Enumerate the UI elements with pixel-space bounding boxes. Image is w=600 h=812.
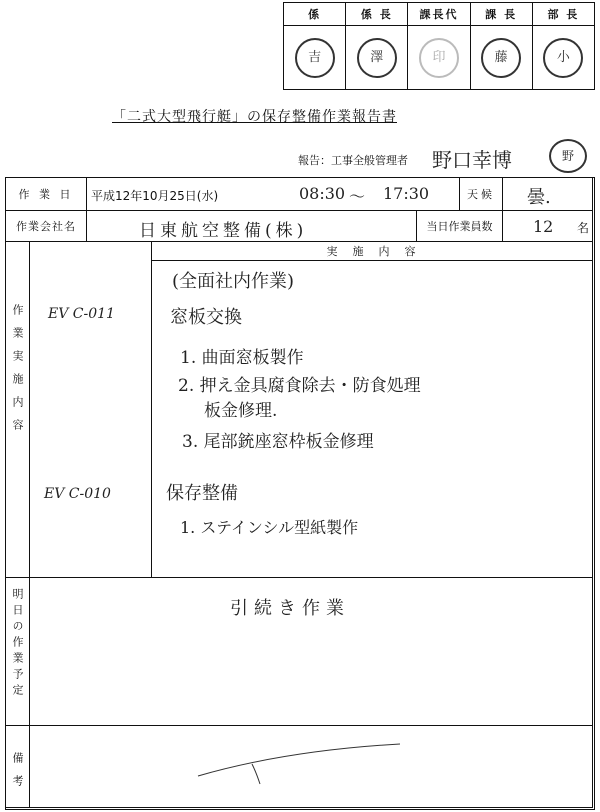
tomorrow-label: 明日の作業予定 [11,588,24,700]
reporter-seal: 野 [549,139,587,173]
tomorrow-label-cell [5,577,30,726]
content-side-label: 作業実施内容 [11,304,24,442]
content-line-5: 板金修理. [204,401,278,421]
work-date-label: 作 業 日 [5,177,87,211]
approval-header-kachodai: 課長代 [408,3,470,26]
approval-header-kakaricho: 係 長 [346,3,408,26]
work-date-value: 平成12年10月25日(水) [91,189,219,203]
content-line-2: 窓板交換 [170,307,242,328]
content-line-4: 2. 押え金具腐食除去・防食処理 [178,376,421,396]
weather-cell [502,177,593,211]
approval-seal-cell [408,26,470,90]
workers-label: 当日作業員数 [416,210,503,242]
content-side-label-cell [5,241,30,578]
remarks-cell [29,725,593,808]
company-cell [86,210,417,242]
content-body [151,260,593,578]
approval-seal-cell [532,26,594,90]
reporter-label: 報告：工事全般管理者 [298,154,408,167]
content-line-1: (全面社内作業) [172,271,295,292]
approval-seal-cell [346,26,408,90]
work-time-end: 17:30 [383,184,430,203]
approval-seal: 藤 [481,38,521,78]
approval-seal-cell [284,26,346,90]
company-value: 日東航空整備(株) [139,221,308,241]
remarks-label: 備考 [11,752,24,798]
approval-seal: 吉 [295,38,335,78]
content-line-3: 1. 曲面窓板製作 [180,348,304,368]
workers-value: 12 [533,217,554,236]
approval-header-kakari: 係 [284,3,346,26]
weather-value: 曇. [527,187,551,208]
weather-label: 天候 [459,177,503,211]
content-header: 実 施 内 容 [151,241,593,261]
content-code-column [29,241,152,578]
tomorrow-value: 引続き作業 [230,598,350,619]
approval-stamp-table [283,2,595,90]
company-label: 作業会社名 [5,210,87,242]
remarks-label-cell [5,725,30,808]
report-title: 「二式大型飛行艇」の保存整備作業報告書 [112,109,397,125]
content-line-7: 保存整備 [166,483,238,504]
approval-header-kacho: 課 長 [470,3,532,26]
work-time-start: 08:30 [299,184,346,203]
workers-unit: 名 [577,221,590,235]
approval-seal: 澤 [357,38,397,78]
content-code-1: EV C-011 [48,306,115,322]
work-date-cell [86,177,460,211]
reporter-signature: 野口幸博 [432,148,512,172]
approval-seal: 小 [543,38,583,78]
approval-header-bucho: 部 長 [532,3,594,26]
tomorrow-cell [29,577,593,726]
remarks-pen-stroke [30,726,592,807]
content-line-8: 1. ステインシル型紙製作 [180,518,359,537]
content-code-2: EV C-010 [44,486,111,502]
approval-seal-cell [470,26,532,90]
work-time-separator: ～ [349,187,366,206]
approval-seal: 印 [419,38,459,78]
content-line-6: 3. 尾部銃座窓枠板金修理 [182,432,374,452]
workers-cell [502,210,593,242]
